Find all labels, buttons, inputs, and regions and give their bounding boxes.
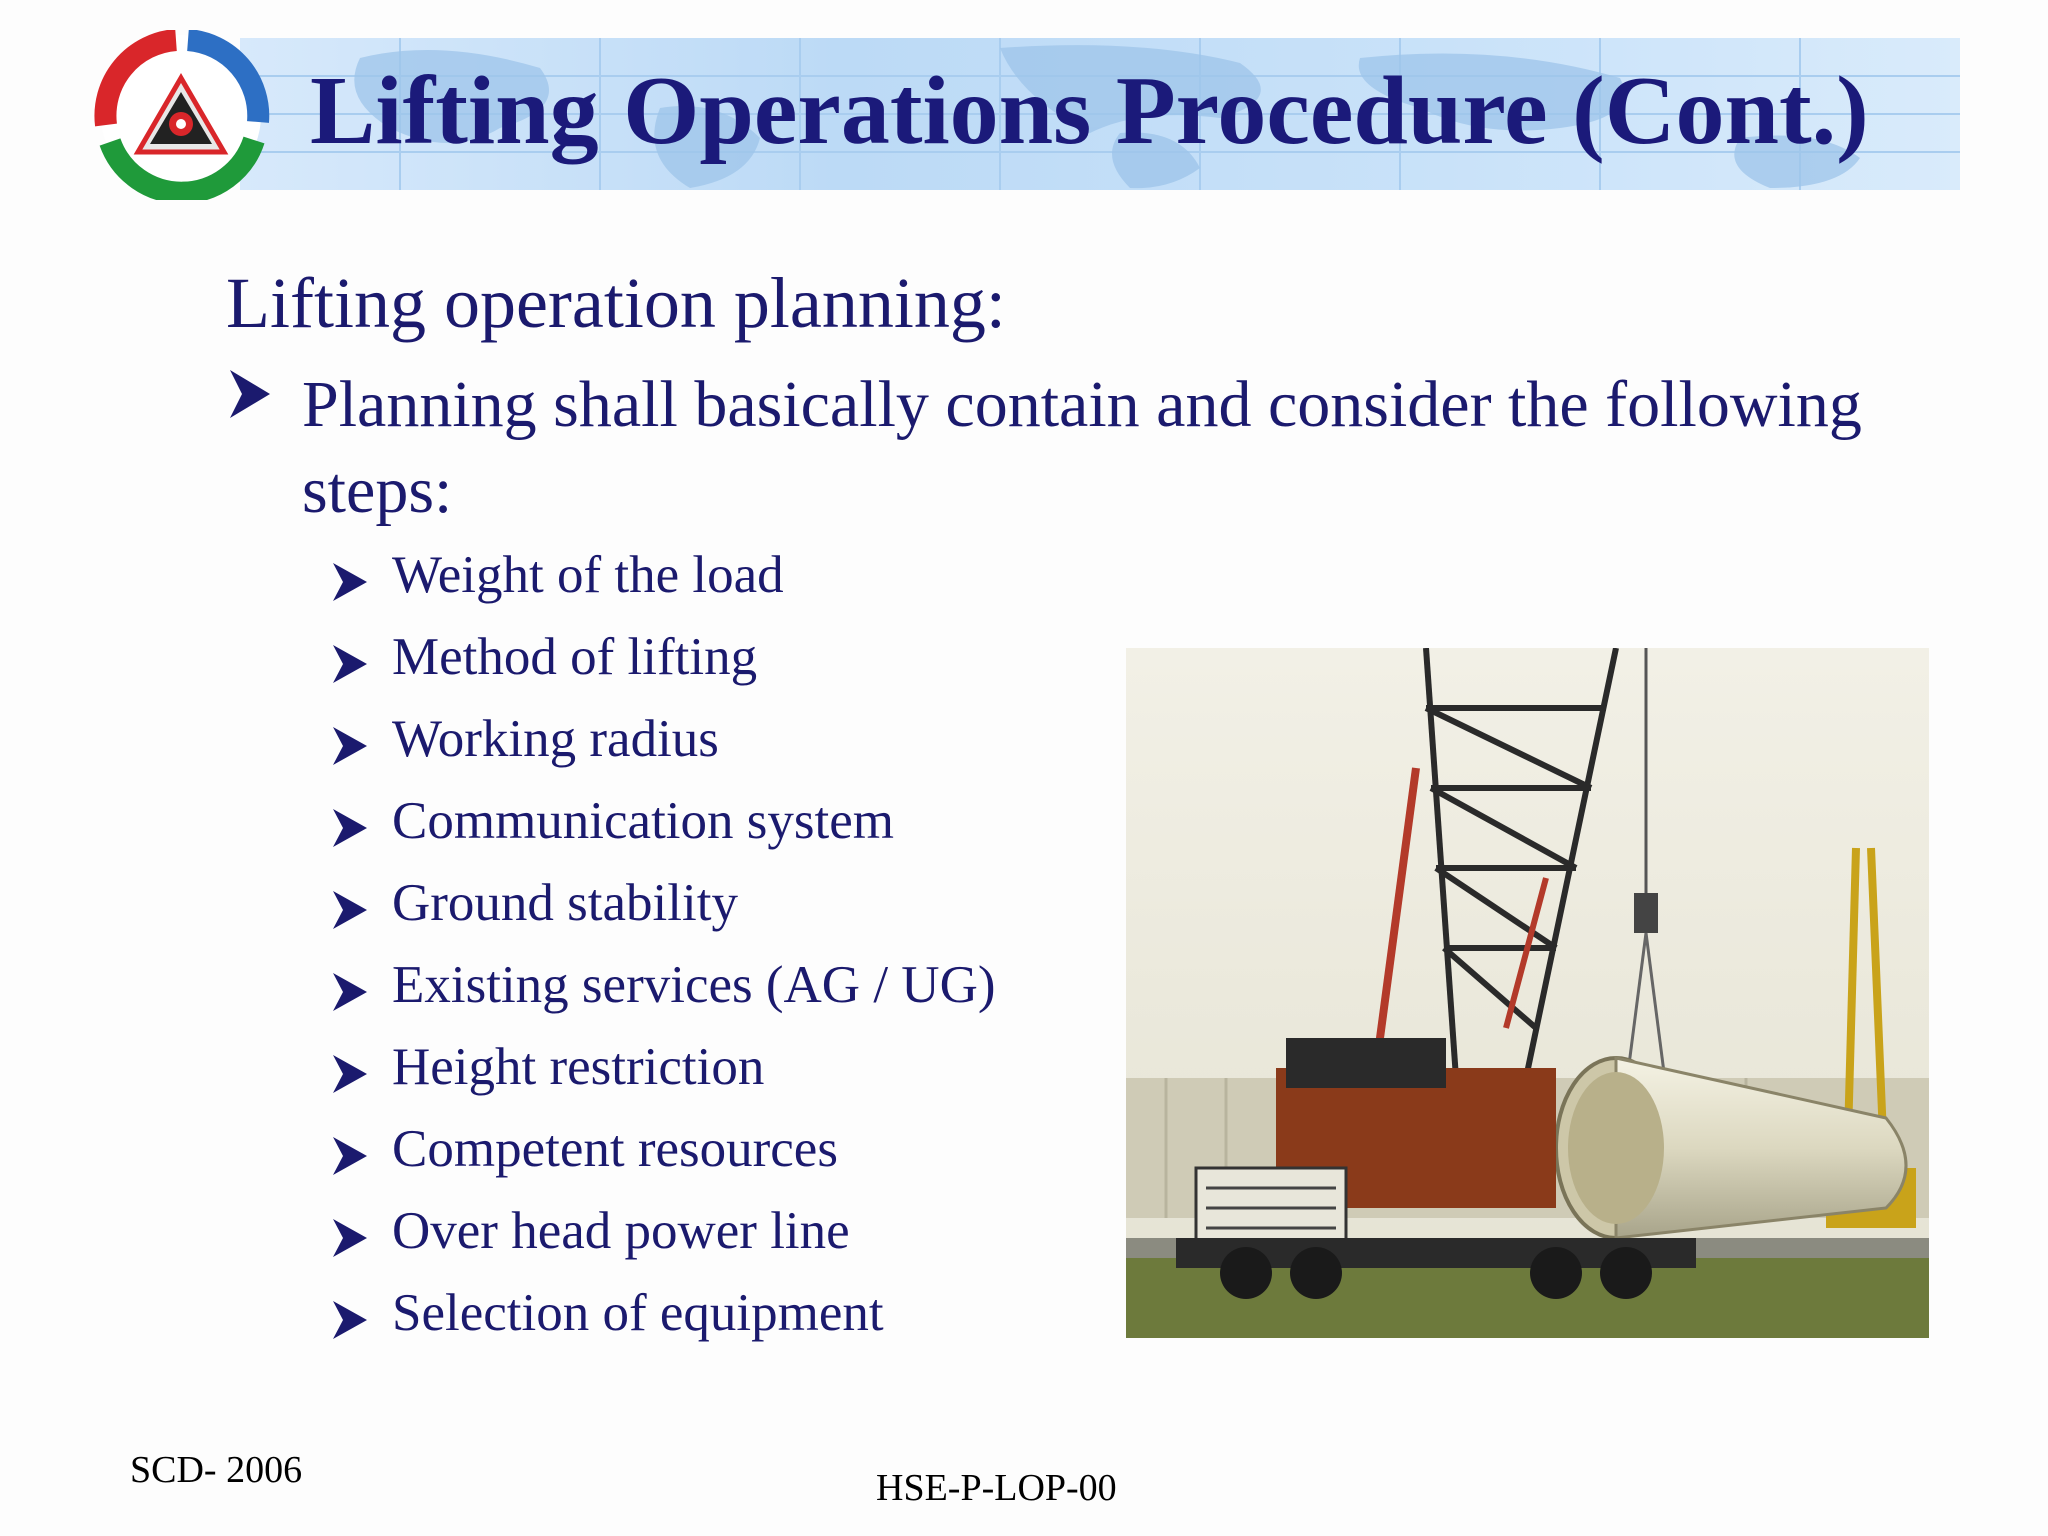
section-heading: Lifting operation planning: xyxy=(226,263,1006,343)
step-label: Communication system xyxy=(392,792,894,850)
list-item xyxy=(330,534,996,616)
list-item xyxy=(330,862,996,944)
step-label: Competent resources xyxy=(392,1120,838,1178)
arrow-bullet-icon xyxy=(330,888,370,932)
step-label: Ground stability xyxy=(392,874,738,932)
list-item xyxy=(330,1190,996,1272)
arrow-bullet-icon xyxy=(330,1298,370,1342)
step-label: Method of lifting xyxy=(392,628,758,686)
step-label: Working radius xyxy=(392,710,719,768)
list-item xyxy=(330,944,996,1026)
intro-bullet xyxy=(226,362,1946,534)
arrow-bullet-icon xyxy=(330,1052,370,1096)
steps-list xyxy=(330,534,996,1354)
arrow-bullet-icon xyxy=(330,724,370,768)
arrow-bullet-icon xyxy=(226,366,274,422)
list-item xyxy=(330,1108,996,1190)
arrow-bullet-icon xyxy=(330,970,370,1014)
arrow-bullet-icon xyxy=(330,1134,370,1178)
list-item xyxy=(330,616,996,698)
intro-text: Planning shall basically contain and consider the following steps: xyxy=(302,368,1862,527)
step-label: Over head power line xyxy=(392,1202,850,1260)
list-item xyxy=(330,698,996,780)
page-title: Lifting Operations Procedure (Cont.) xyxy=(310,57,1869,165)
step-label: Height restriction xyxy=(392,1038,765,1096)
crane-lifting-photo xyxy=(1126,648,1929,1338)
arrow-bullet-icon xyxy=(330,1216,370,1260)
footer-date: SCD- 2006 xyxy=(130,1449,303,1491)
step-label: Existing services (AG / UG) xyxy=(392,956,996,1014)
step-label: Weight of the load xyxy=(392,546,784,604)
title-banner xyxy=(240,38,1960,190)
step-label: Selection of equipment xyxy=(392,1284,884,1342)
arrow-bullet-icon xyxy=(330,642,370,686)
list-item xyxy=(330,1026,996,1108)
list-item xyxy=(330,1272,996,1354)
hse-logo xyxy=(76,30,286,200)
arrow-bullet-icon xyxy=(330,560,370,604)
list-item xyxy=(330,780,996,862)
arrow-bullet-icon xyxy=(330,806,370,850)
footer-doc-code: HSE-P-LOP-00 xyxy=(876,1467,1117,1509)
